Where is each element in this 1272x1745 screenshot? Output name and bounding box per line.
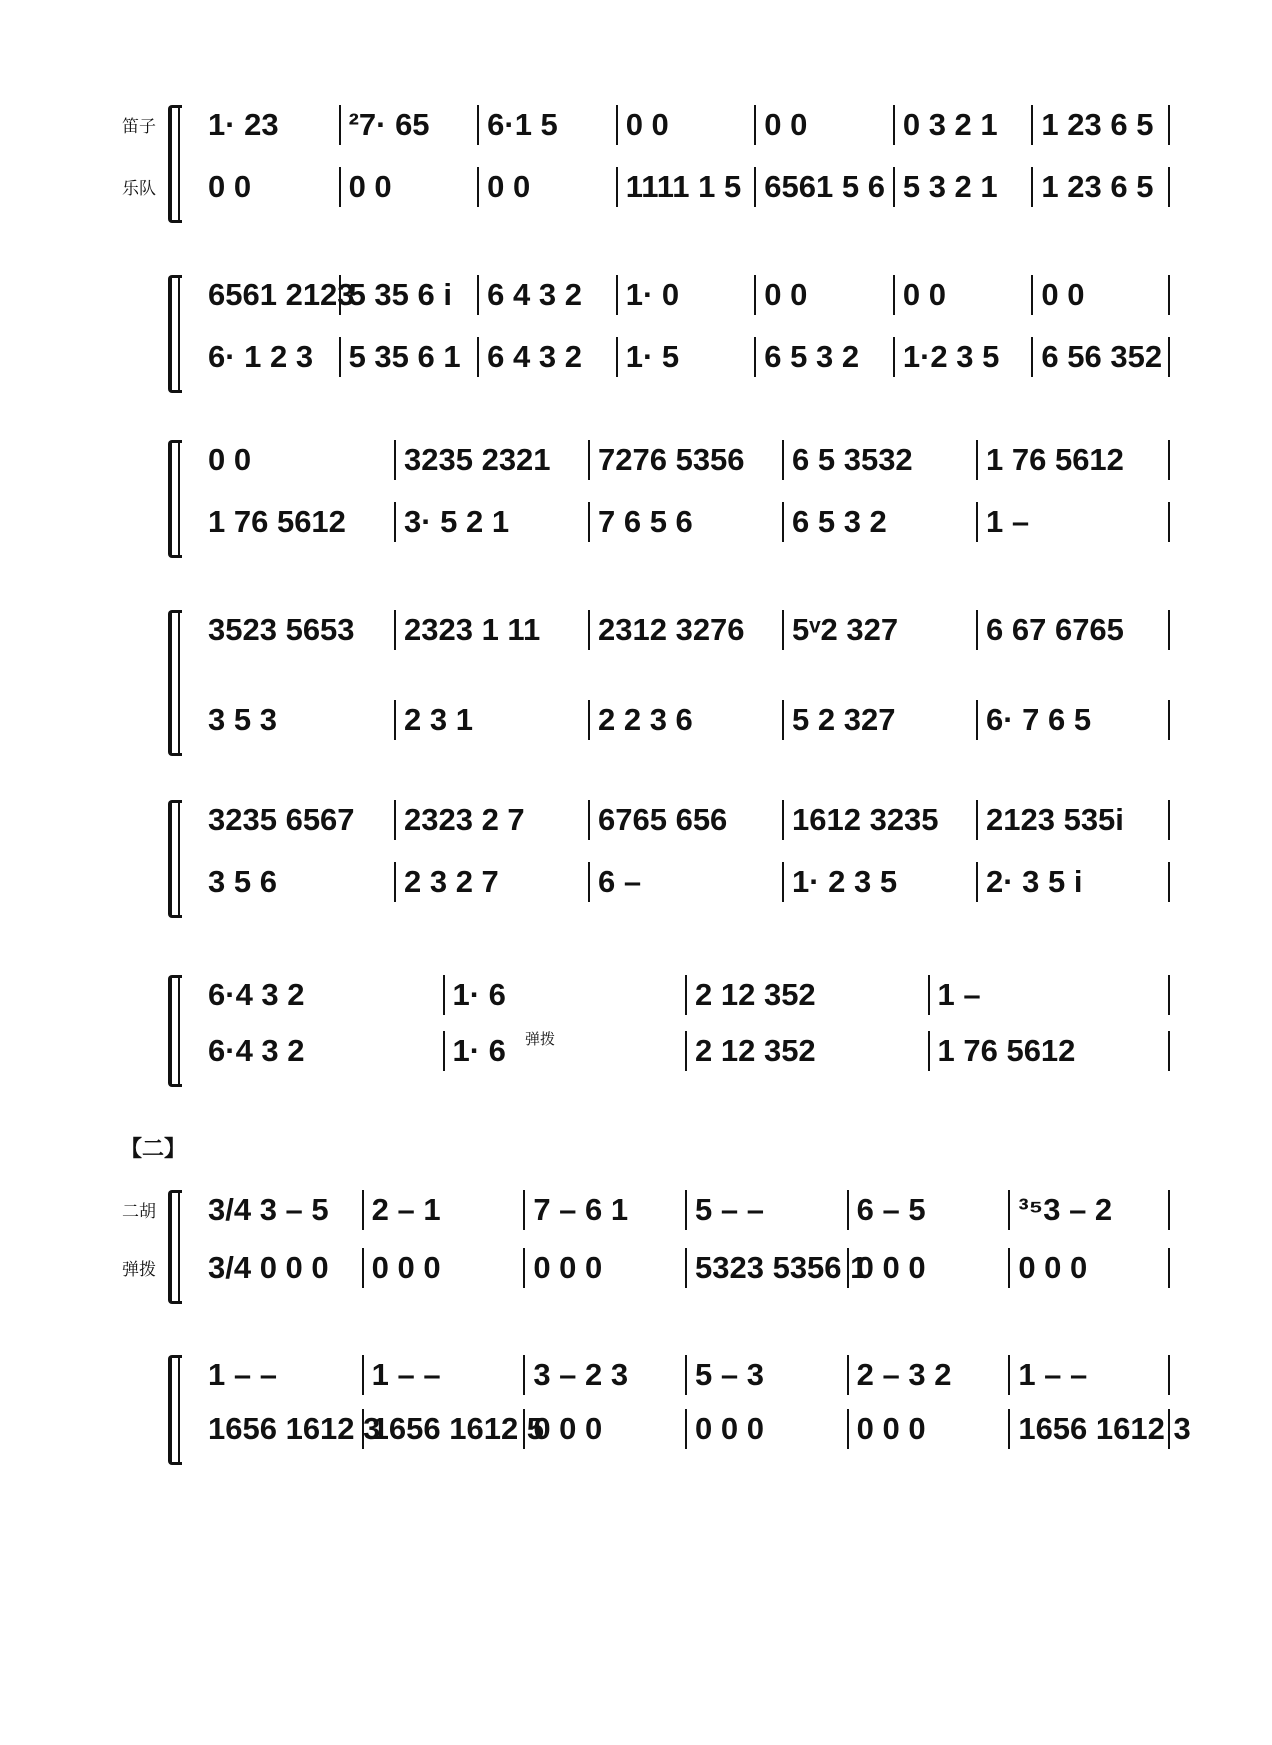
notation-row bbox=[200, 1355, 1170, 1395]
measure: 1656 1612 3 bbox=[208, 1411, 381, 1446]
barline-end bbox=[1168, 1248, 1170, 1288]
measure: 5 35 6 i bbox=[339, 275, 478, 315]
measure: 6 5 3532 bbox=[782, 440, 976, 480]
notation-row bbox=[200, 502, 1170, 542]
measure: 2323 2 7 bbox=[394, 800, 588, 840]
measure: 2 3 1 bbox=[394, 700, 588, 740]
measure: 5 35 6 1 bbox=[339, 337, 478, 377]
measure: 2 3 2 7 bbox=[394, 862, 588, 902]
measure: 0 0 0 bbox=[362, 1248, 524, 1288]
notation-row bbox=[200, 1190, 1170, 1230]
barline-end bbox=[1168, 337, 1170, 377]
measure: 6 – bbox=[588, 862, 782, 902]
measure: 1· 2 3 5 bbox=[782, 862, 976, 902]
measure: 5 – – bbox=[685, 1190, 847, 1230]
barline-end bbox=[1168, 975, 1170, 1015]
measure: 5 – 3 bbox=[685, 1355, 847, 1395]
measure: 6 4 3 2 bbox=[477, 275, 616, 315]
measure: 7 – 6 1 bbox=[523, 1190, 685, 1230]
barline-end bbox=[1168, 105, 1170, 145]
measure: 6 4 3 2 bbox=[477, 337, 616, 377]
measure: 3 5 6 bbox=[208, 864, 277, 899]
notation-row bbox=[200, 800, 1170, 840]
system-brace bbox=[168, 440, 182, 558]
instrument-label: 乐队 bbox=[122, 179, 156, 198]
measure: 0 0 bbox=[339, 167, 478, 207]
barline-end bbox=[1168, 167, 1170, 207]
system-brace bbox=[168, 610, 182, 756]
measure: 0 0 0 bbox=[847, 1409, 1009, 1449]
measure: 0 0 bbox=[1031, 275, 1170, 315]
measure: 5323 5356 1 bbox=[685, 1248, 847, 1288]
measure: 1 76 5612 bbox=[928, 1031, 1171, 1071]
measure: 2123 535i bbox=[976, 800, 1170, 840]
measure: 0 0 0 bbox=[685, 1409, 847, 1449]
measure: 0 0 bbox=[616, 105, 755, 145]
measure: 5ᵛ2 327 bbox=[782, 610, 976, 650]
barline-end bbox=[1168, 1190, 1170, 1230]
barline-end bbox=[1168, 700, 1170, 740]
instrument-label: 弹拨 bbox=[122, 1260, 156, 1279]
measure: 1656 1612 3 bbox=[1008, 1409, 1170, 1449]
measure: 3· 5 2 1 bbox=[394, 502, 588, 542]
barline-end bbox=[1168, 800, 1170, 840]
system-brace bbox=[168, 105, 182, 223]
measure: 0 0 bbox=[208, 169, 252, 204]
measure: 3/4 0 0 0 bbox=[208, 1250, 329, 1285]
system-brace bbox=[168, 1190, 182, 1304]
measure: 0 0 0 bbox=[523, 1409, 685, 1449]
measure: 3/4 3 – 5 bbox=[208, 1192, 329, 1227]
measure: 6 56 352 bbox=[1031, 337, 1170, 377]
measure: 0 3 2 1 bbox=[893, 105, 1032, 145]
measure: 7276 5356 bbox=[588, 440, 782, 480]
barline-end bbox=[1168, 1355, 1170, 1395]
notation-row bbox=[200, 700, 1170, 740]
notation-row bbox=[200, 1248, 1170, 1288]
measure: 6 67 6765 bbox=[976, 610, 1170, 650]
measure: 0 0 0 bbox=[1008, 1248, 1170, 1288]
measure: 6·4 3 2 bbox=[208, 977, 305, 1012]
measure: 1· 23 bbox=[208, 107, 279, 142]
measure: 1111 1 5 bbox=[616, 167, 755, 207]
measure: 5 3 2 1 bbox=[893, 167, 1032, 207]
measure: 1656 1612 5 bbox=[362, 1409, 524, 1449]
measure: 1612 3235 bbox=[782, 800, 976, 840]
notation-row bbox=[200, 167, 1170, 207]
measure: 1 23 6 5 bbox=[1031, 167, 1170, 207]
measure: 6561 5 6 bbox=[754, 167, 893, 207]
barline-end bbox=[1168, 1031, 1170, 1071]
measure: 3 – 2 3 bbox=[523, 1355, 685, 1395]
measure: 0 0 0 bbox=[523, 1248, 685, 1288]
instrument-label: 笛子 bbox=[122, 117, 156, 136]
measure: 2 – 1 bbox=[362, 1190, 524, 1230]
tanbo-annotation: 弹拨 bbox=[525, 1031, 556, 1048]
measure: 3235 2321 bbox=[394, 440, 588, 480]
notation-row bbox=[200, 440, 1170, 480]
measure: 0 0 0 bbox=[847, 1248, 1009, 1288]
barline-end bbox=[1168, 1409, 1170, 1449]
measure: 3 5 3 bbox=[208, 702, 277, 737]
notation-row bbox=[200, 610, 1170, 650]
measure: 5 2 327 bbox=[782, 700, 976, 740]
measure: 2· 3 5 i bbox=[976, 862, 1170, 902]
measure: 1· 6 bbox=[443, 975, 686, 1015]
measure: 0 0 bbox=[477, 167, 616, 207]
measure: 1 76 5612 bbox=[976, 440, 1170, 480]
system-brace bbox=[168, 800, 182, 918]
measure: 6 5 3 2 bbox=[782, 502, 976, 542]
measure: ²7· 65 bbox=[339, 105, 478, 145]
measure: 2 12 352 bbox=[685, 975, 928, 1015]
measure: 0 0 bbox=[208, 442, 252, 477]
notation-row bbox=[200, 105, 1170, 145]
barline-end bbox=[1168, 862, 1170, 902]
measure: 3523 5653 bbox=[208, 612, 355, 647]
measure: 6· 1 2 3 bbox=[208, 339, 314, 374]
notation-row bbox=[200, 862, 1170, 902]
system-brace bbox=[168, 975, 182, 1087]
measure: 1 – bbox=[976, 502, 1170, 542]
measure: 0 0 bbox=[893, 275, 1032, 315]
measure: 6·1 5 bbox=[477, 105, 616, 145]
notation-row bbox=[200, 337, 1170, 377]
measure: 6765 656 bbox=[588, 800, 782, 840]
measure: 3235 6567 bbox=[208, 802, 355, 837]
measure: 1· 6 bbox=[443, 1031, 686, 1071]
measure: 6·4 3 2 bbox=[208, 1033, 305, 1068]
measure: 6· 7 6 5 bbox=[976, 700, 1170, 740]
measure: 1 – bbox=[928, 975, 1171, 1015]
measure: 6 – 5 bbox=[847, 1190, 1009, 1230]
measure: 7 6 5 6 bbox=[588, 502, 782, 542]
barline-end bbox=[1168, 275, 1170, 315]
barline-end bbox=[1168, 610, 1170, 650]
system-brace bbox=[168, 275, 182, 393]
measure: 2 2 3 6 bbox=[588, 700, 782, 740]
measure: 6 5 3 2 bbox=[754, 337, 893, 377]
measure: 1·2 3 5 bbox=[893, 337, 1032, 377]
notation-row bbox=[200, 1409, 1191, 1449]
measure: 6561 2123 bbox=[208, 277, 355, 312]
measure: 2 – 3 2 bbox=[847, 1355, 1009, 1395]
measure: 1 – – bbox=[1008, 1355, 1170, 1395]
measure: 1· 0 bbox=[616, 275, 755, 315]
system-brace bbox=[168, 1355, 182, 1465]
measure: ³⁵3 – 2 bbox=[1008, 1190, 1170, 1230]
measure: 1 – – bbox=[208, 1357, 277, 1392]
measure: 2312 3276 bbox=[588, 610, 782, 650]
notation-row bbox=[200, 975, 1170, 1015]
barline-end bbox=[1168, 440, 1170, 480]
measure: 0 0 bbox=[754, 275, 893, 315]
barline-end bbox=[1168, 502, 1170, 542]
section-title: 【二】 bbox=[120, 1136, 187, 1161]
measure: 1 – – bbox=[362, 1355, 524, 1395]
measure: 1 23 6 5 bbox=[1031, 105, 1170, 145]
measure: 2 12 352 bbox=[685, 1031, 928, 1071]
measure: 0 0 bbox=[754, 105, 893, 145]
measure: 1· 5 bbox=[616, 337, 755, 377]
instrument-label: 二胡 bbox=[122, 1202, 156, 1221]
measure: 2323 1 11 bbox=[394, 610, 588, 650]
measure: 1 76 5612 bbox=[208, 504, 346, 539]
notation-row bbox=[200, 1031, 1170, 1071]
notation-row bbox=[200, 275, 1170, 315]
